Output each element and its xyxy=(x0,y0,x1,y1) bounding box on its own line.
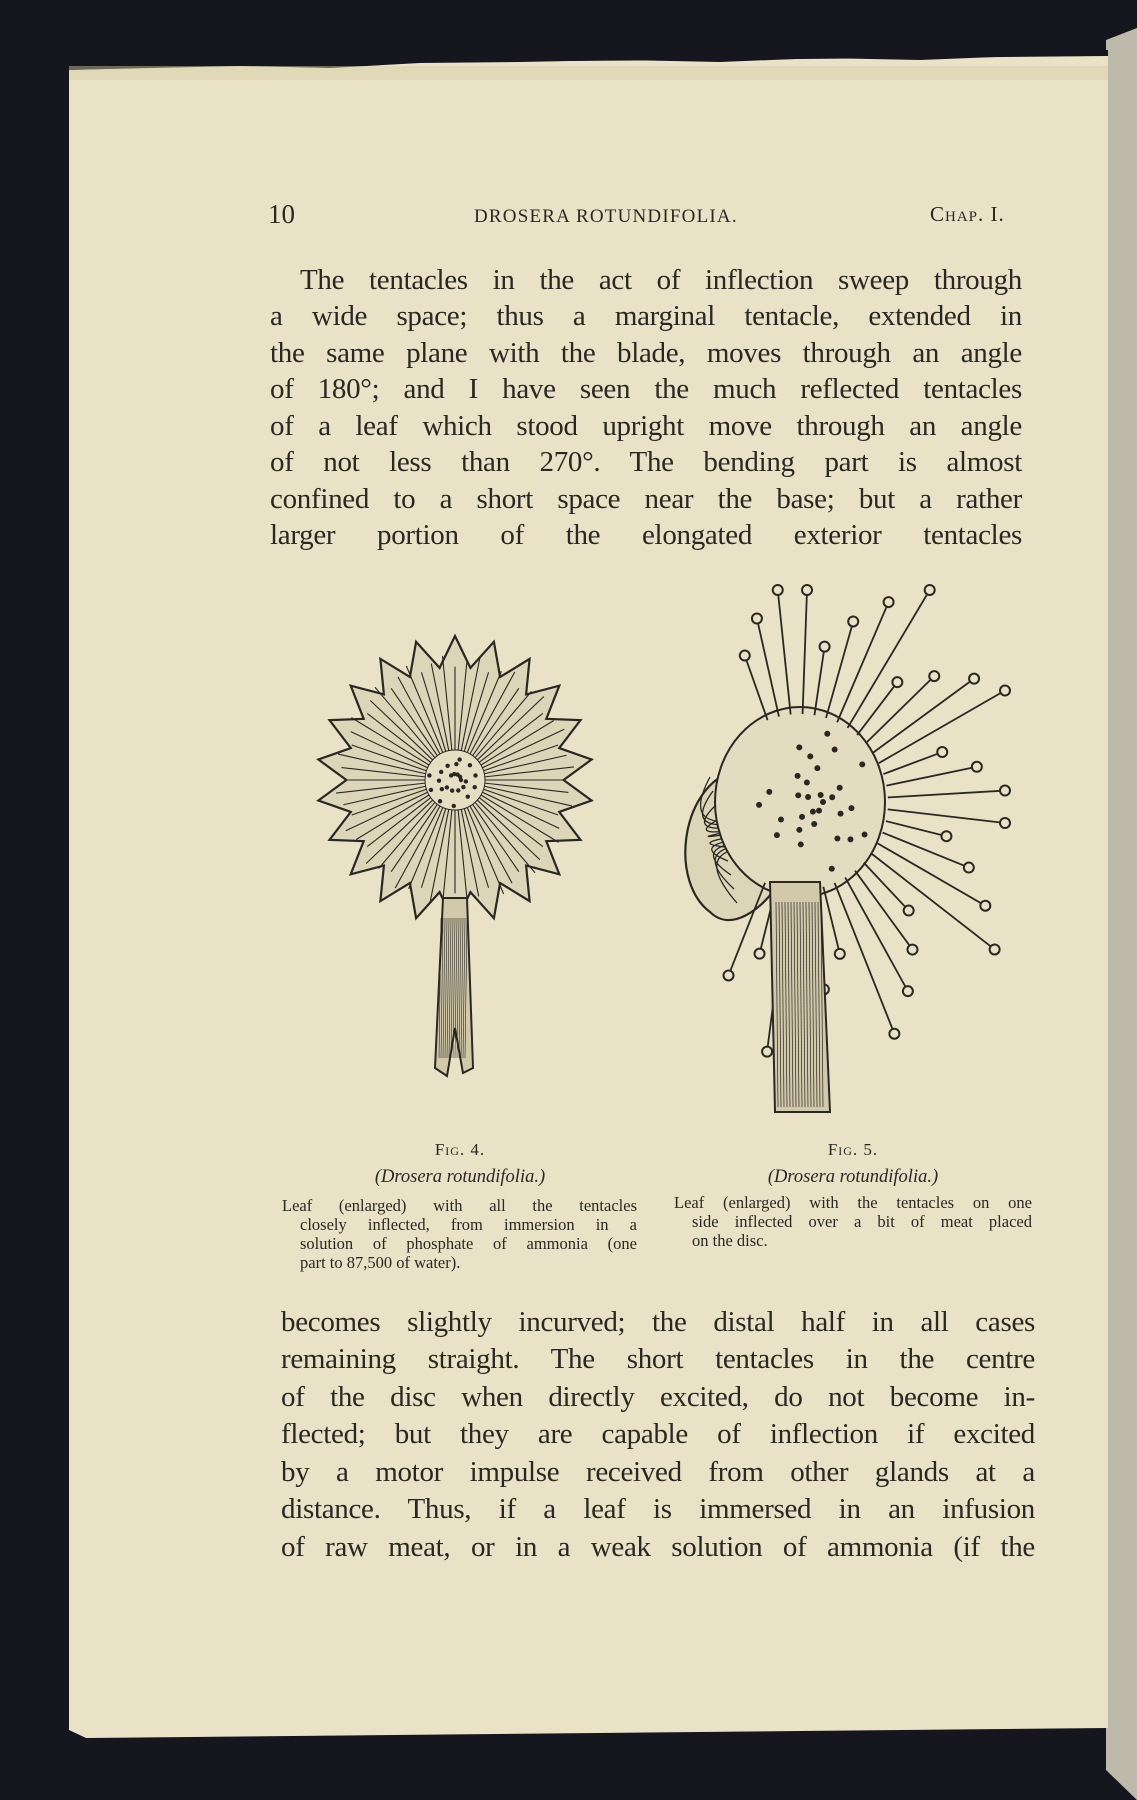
gland-dot xyxy=(473,785,477,789)
caption-line: Leaf (enlarged) with all the tentacles xyxy=(282,1196,637,1215)
gland-dot xyxy=(814,765,820,771)
tentacle-gland xyxy=(904,906,914,916)
page-number: 10 xyxy=(268,199,295,229)
tentacle-gland xyxy=(724,970,734,980)
tentacle-gland xyxy=(937,747,947,757)
text-line: confined to a short space near the base; but a rather xyxy=(270,483,1022,515)
tentacle-gland xyxy=(802,585,812,595)
gland-dot xyxy=(820,799,826,805)
gland-dot xyxy=(468,763,472,767)
figure-5-illustration xyxy=(670,582,1015,1117)
gland-dot xyxy=(452,804,456,808)
tentacle-gland xyxy=(820,642,830,652)
gland-dot xyxy=(766,789,772,795)
gland-dot xyxy=(859,761,865,767)
page-shadow-top xyxy=(69,66,1108,80)
tentacle-gland xyxy=(972,762,982,772)
gland-dot xyxy=(796,827,802,833)
tentacle xyxy=(888,809,1005,823)
text-line: of a leaf which stood upright move through an angle xyxy=(270,410,1022,442)
gland-dot xyxy=(464,779,468,783)
tentacle-gland xyxy=(884,597,894,607)
gland-dot xyxy=(457,757,461,761)
tentacle xyxy=(778,590,791,714)
tentacle-gland xyxy=(773,585,783,595)
caption-line: closely inflected, from immersion in a xyxy=(300,1215,637,1234)
gland-dot xyxy=(778,817,784,823)
text-line: by a motor impulse received from other glands at a xyxy=(281,1456,1035,1488)
gland-dot xyxy=(454,762,458,766)
caption-line: Leaf (enlarged) with the tentacles on one xyxy=(674,1193,1032,1212)
tentacle-gland xyxy=(755,949,765,959)
tentacle-gland xyxy=(762,1047,772,1057)
leaf-disc xyxy=(425,750,485,810)
figure-label: Fig. 4. xyxy=(434,1140,486,1159)
gland-dot xyxy=(818,792,824,798)
figure-4-illustration xyxy=(295,628,615,1083)
gland-dot xyxy=(473,773,477,777)
gland-dot xyxy=(439,770,443,774)
gland-dot xyxy=(834,836,840,842)
text-line: of the disc when directly excited, do not become in- xyxy=(281,1381,1035,1413)
tentacle xyxy=(745,656,768,721)
tentacle-gland xyxy=(889,1029,899,1039)
tentacle-gland xyxy=(835,949,845,959)
figure-species: (Drosera rotundifolia.) xyxy=(767,1167,939,1187)
gland-dot xyxy=(445,764,449,768)
gland-dot xyxy=(824,731,830,737)
gland-dot xyxy=(774,832,780,838)
tentacle-gland xyxy=(925,585,935,595)
tentacle xyxy=(814,647,824,716)
tentacle-gland xyxy=(941,831,951,841)
tentacle xyxy=(803,590,807,714)
tentacle xyxy=(864,863,909,911)
gland-dot xyxy=(456,788,460,792)
tentacle xyxy=(826,621,853,717)
gland-dot xyxy=(427,773,431,777)
text-line: The tentacles in the act of inflection sweep through xyxy=(300,264,1022,296)
tentacle-gland xyxy=(964,863,974,873)
gland-dot xyxy=(445,785,449,789)
tentacle xyxy=(857,682,897,735)
tentacle xyxy=(883,833,969,868)
chapter-heading: Chap. I. xyxy=(930,202,1005,226)
gland-dot xyxy=(838,811,844,817)
gland-dot xyxy=(847,836,853,842)
next-page-edge xyxy=(1106,28,1137,1800)
gland-dot xyxy=(811,821,817,827)
tentacle xyxy=(873,679,974,753)
gland-dot xyxy=(837,785,843,791)
text-line: larger portion of the elongated exterior tentacles xyxy=(270,519,1022,551)
tentacle-gland xyxy=(752,613,762,623)
caption-line: part to 87,500 of water). xyxy=(300,1253,461,1272)
tentacle xyxy=(888,791,1005,798)
gland-dot xyxy=(798,841,804,847)
gland-dot xyxy=(429,788,433,792)
text-line: becomes slightly incurved; the distal half in all cases xyxy=(281,1306,1035,1338)
tentacle-gland xyxy=(990,944,1000,954)
text-line: of not less than 270°. The bending part is almost xyxy=(270,446,1022,478)
gland-dot xyxy=(450,788,454,792)
text-line: distance. Thus, if a leaf is immersed in an infusion xyxy=(281,1493,1035,1525)
gland-dot xyxy=(440,787,444,791)
gland-dot xyxy=(461,785,465,789)
caption-line: side inflected over a bit of meat placed xyxy=(692,1212,1032,1231)
gland-dot xyxy=(799,814,805,820)
tentacle-gland xyxy=(907,945,917,955)
caption-line: on the disc. xyxy=(692,1231,768,1250)
gland-dot xyxy=(848,805,854,811)
gland-dot xyxy=(438,799,442,803)
tentacle-gland xyxy=(1000,786,1010,796)
tentacle xyxy=(848,590,930,728)
gland-dot xyxy=(862,832,868,838)
figure-label: Fig. 5. xyxy=(827,1140,879,1159)
text-line: a wide space; thus a marginal tentacle, extended in xyxy=(270,300,1022,332)
running-title: DROSERA ROTUNDIFOLIA. xyxy=(474,206,738,227)
gland-dot xyxy=(796,744,802,750)
tentacle-gland xyxy=(740,651,750,661)
gland-dot xyxy=(829,866,835,872)
text-line: the same plane with the blade, moves through an angle xyxy=(270,337,1022,369)
tentacle-gland xyxy=(1000,818,1010,828)
tentacle xyxy=(886,821,947,836)
tentacle-gland xyxy=(892,677,902,687)
tentacle-gland xyxy=(903,986,913,996)
tentacle xyxy=(886,767,976,786)
tentacle-gland xyxy=(969,674,979,684)
gland-dot xyxy=(810,809,816,815)
gland-dot xyxy=(449,773,453,777)
caption-line: solution of phosphate of ammonia (one xyxy=(300,1234,637,1253)
gland-dot xyxy=(816,808,822,814)
tentacle-gland xyxy=(1000,686,1010,696)
tentacle xyxy=(871,853,994,949)
gland-dot xyxy=(756,802,762,808)
gland-dot xyxy=(832,746,838,752)
gland-dot xyxy=(804,779,810,785)
figure-species: (Drosera rotundifolia.) xyxy=(374,1167,546,1187)
tentacle-gland xyxy=(980,901,990,911)
tentacle-gland xyxy=(848,616,858,626)
text-line: of 180°; and I have seen the much reflected tentacles xyxy=(270,373,1022,405)
text-line: of raw meat, or in a weak solution of ammonia (if the xyxy=(281,1531,1035,1563)
gland-dot xyxy=(437,778,441,782)
tentacle-gland xyxy=(929,671,939,681)
gland-dot xyxy=(805,794,811,800)
gland-dot xyxy=(466,794,470,798)
gland-dot xyxy=(795,792,801,798)
text-line: flected; but they are capable of inflection if excited xyxy=(281,1418,1035,1450)
gland-dot xyxy=(829,794,835,800)
text-line: remaining straight. The short tentacles in the centre xyxy=(281,1343,1035,1375)
tentacle xyxy=(823,887,839,954)
gland-dot xyxy=(807,753,813,759)
leaf-disc xyxy=(715,707,885,897)
gland-dot xyxy=(795,773,801,779)
